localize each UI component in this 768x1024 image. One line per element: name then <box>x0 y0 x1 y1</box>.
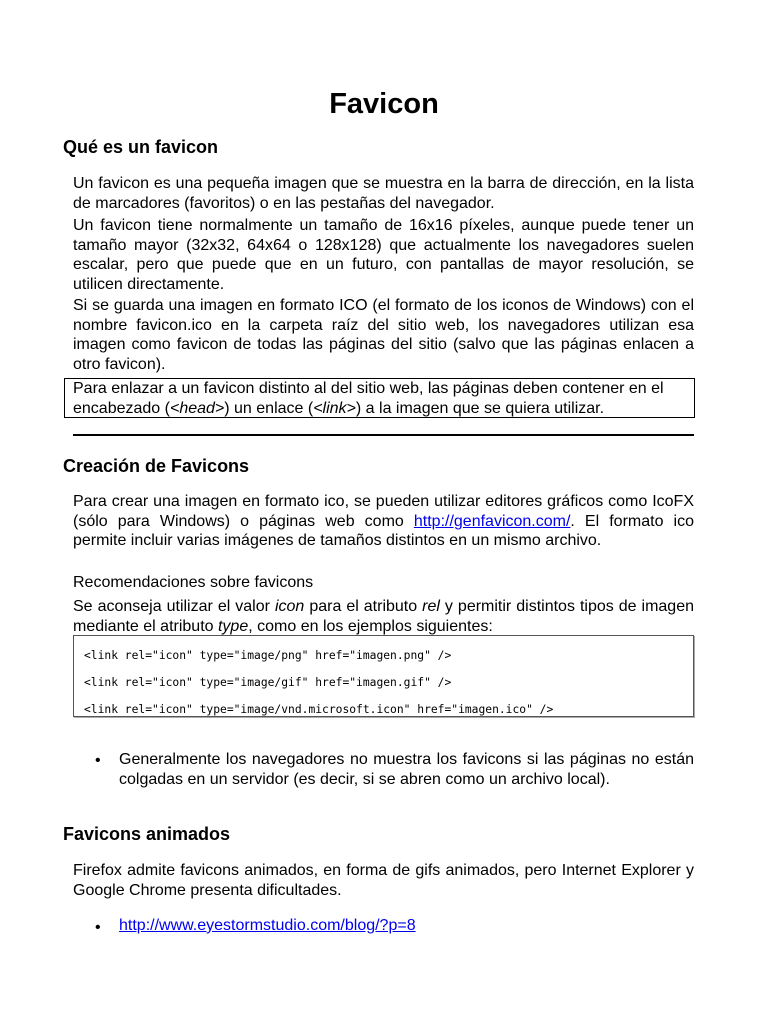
heading-que-es-favicon: Qué es un favicon <box>63 137 219 157</box>
note-head-tag: <head> <box>169 399 225 417</box>
aconseja-type-word: type <box>217 617 249 635</box>
creacion-text-1: Para crear una imagen en formato ico, se pueden utilizar editores gráficos como IcoFX (sólo para Windows) o páginas web como <box>73 493 694 530</box>
heading-favicons-animados: Favicons animados <box>63 824 231 844</box>
code-example-box <box>73 635 694 717</box>
paragraph-favicon-ico: Si se guarda una imagen en formato ICO (el formato de los iconos de Windows) con el nombre favicon.ico en la carpeta raíz del sitio web, los navegadores utilizan esa imagen como favicon de todas las páginas del sitio (salvo que las páginas enlacen a otro favicon). <box>73 297 694 373</box>
aconseja-text-3: y permitir distintos tipos de imagen mediante el atributo <box>73 598 695 635</box>
note-text-3: ) a la imagen que se quiera utilizar. <box>355 399 605 417</box>
divider-1 <box>73 434 694 436</box>
code-line-png: <link rel="icon" type="image/png" href="imagen.png" /> <box>84 649 452 662</box>
paragraph-recomendaciones: Recomendaciones sobre favicons <box>73 574 314 591</box>
note-text-1: Para enlazar a un favicon distinto al del sitio web, las páginas deben contener en el encabezado ( <box>73 380 664 417</box>
genfavicon-link[interactable]: http://genfavicon.com/ <box>413 512 571 530</box>
code-line-gif: <link rel="icon" type="image/gif" href="imagen.gif" /> <box>84 676 452 689</box>
bullet-item-servidor: Generalmente los navegadores no muestra los favicons si las páginas no están colgadas en un servidor (es decir, si se abren como un archivo local). <box>119 751 694 788</box>
bullet-item-link <box>119 916 694 936</box>
bullet-marker: • <box>95 752 101 769</box>
code-line-ico: <link rel="icon" type="image/vnd.microsoft.icon" href="imagen.ico" /> <box>84 703 554 716</box>
aconseja-text-1: Se aconseja utilizar el valor <box>73 598 275 615</box>
heading-creacion-favicons: Creación de Favicons <box>63 456 250 476</box>
aconseja-text-4: , como en los ejemplos siguientes: <box>248 617 493 635</box>
aconseja-rel-word: rel <box>422 598 440 615</box>
page-title: Favicon <box>329 88 439 120</box>
note-link-tag: <link> <box>313 399 356 417</box>
note-box <box>64 378 695 418</box>
bullet-marker: • <box>95 919 101 936</box>
paragraph-creacion <box>73 492 694 551</box>
note-text-2: ) un enlace ( <box>224 399 314 417</box>
aconseja-icon-word: icon <box>274 598 305 615</box>
paragraph-favicons-animados: Firefox admite favicons animados, en forma de gifs animados, pero Internet Explorer y Google Chrome presenta dificultades. <box>73 862 694 899</box>
eyestormstudio-link[interactable]: http://www.eyestormstudio.com/blog/?p=8 <box>119 917 416 934</box>
creacion-text-2: . El formato ico permite incluir varias imágenes de tamaños distintos en un mismo archivo. <box>73 512 694 549</box>
paragraph-favicon-definition: Un favicon es una pequeña imagen que se muestra en la barra de dirección, en la lista de marcadores (favoritos) o en las pestañas del navegador. <box>73 175 694 212</box>
aconseja-text-2: para el atributo <box>304 598 423 615</box>
paragraph-favicon-size: Un favicon tiene normalmente un tamaño de 16x16 píxeles, aunque puede tener un tamaño mayor (32x32, 64x64 o 128x128) que actualmente los navegadores suelen escalar, pero que puede que en un futuro, con pantallas de mayor resolución, se utilicen directamente. <box>73 217 694 293</box>
paragraph-note <box>73 379 686 418</box>
paragraph-aconseja <box>73 597 694 636</box>
